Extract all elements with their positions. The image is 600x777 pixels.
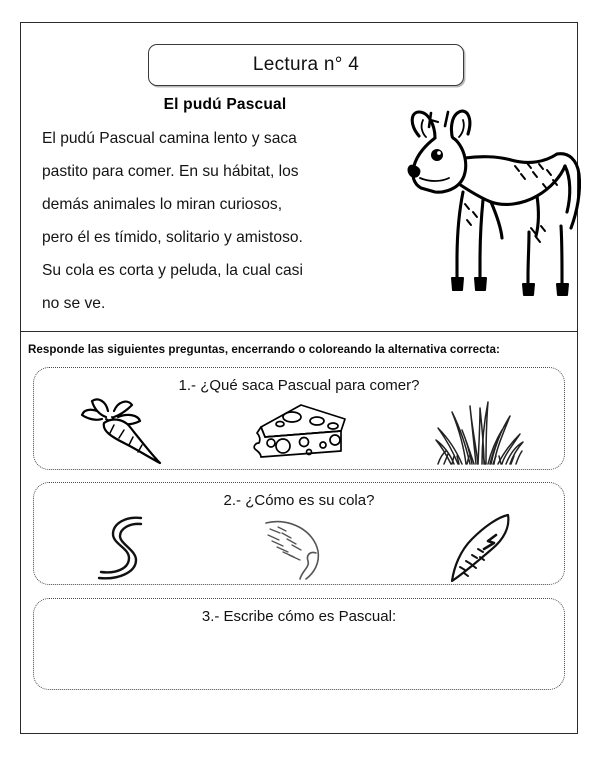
question-2-options xyxy=(34,510,564,584)
pudu-deer-illustration xyxy=(405,100,585,300)
story-line: pastito para comer. En su hábitat, los xyxy=(42,163,299,180)
story-line: Su cola es corta y peluda, la cual casi xyxy=(42,262,303,279)
question-2-text: 2.- ¿Cómo es su cola? xyxy=(223,492,375,509)
instruction-text: Responde las siguientes preguntas, encerrando o coloreando la alternativa correcta: xyxy=(28,343,500,356)
story-line: pero él es tímido, solitario y amistoso. xyxy=(42,229,303,246)
question-3-text: 3.- Escribe cómo es Pascual: xyxy=(201,608,397,625)
question-1-options xyxy=(34,395,564,469)
carrot-option[interactable] xyxy=(34,395,211,469)
story-line: no se ve. xyxy=(42,295,106,312)
long-curly-tail-option[interactable] xyxy=(34,510,211,584)
cheese-option[interactable] xyxy=(211,395,388,469)
short-furry-tail-option[interactable] xyxy=(387,510,564,584)
lecture-title-box xyxy=(148,44,464,86)
question-2-box xyxy=(33,482,565,585)
story-heading: El pudú Pascual xyxy=(163,96,287,113)
answer-writing-area[interactable] xyxy=(34,635,564,687)
lecture-title-label: Lectura n° 4 xyxy=(252,54,360,75)
reading-section xyxy=(20,92,578,332)
question-1-box xyxy=(33,367,565,470)
grass-option[interactable] xyxy=(387,395,564,469)
question-1-text: 1.- ¿Qué saca Pascual para comer? xyxy=(178,377,420,394)
feathered-tail-option[interactable] xyxy=(211,510,388,584)
section-divider xyxy=(21,331,578,332)
question-3-box xyxy=(33,598,565,690)
story-line: El pudú Pascual camina lento y saca xyxy=(42,130,297,147)
story-paragraph xyxy=(42,122,410,320)
story-line: demás animales lo miran curiosos, xyxy=(42,196,283,213)
